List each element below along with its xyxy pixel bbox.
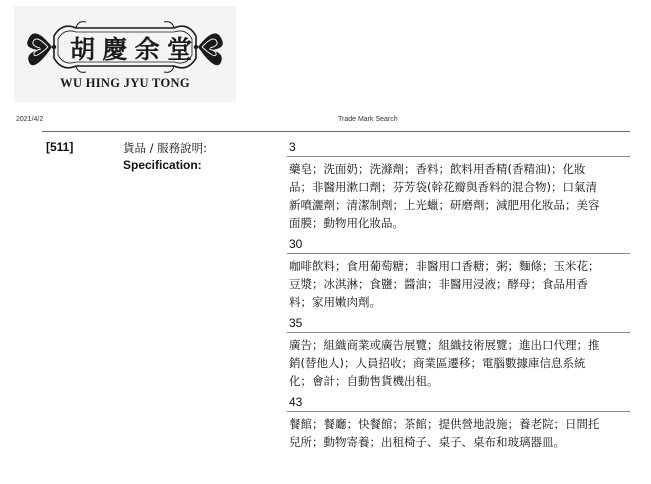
logo-char: 胡 xyxy=(70,35,96,64)
left-ornament-icon xyxy=(27,33,56,65)
class-block xyxy=(287,236,630,313)
class-block xyxy=(287,139,630,234)
class-description xyxy=(287,156,630,234)
class-number: 43 xyxy=(289,395,303,409)
description-line: 面膜；動物用化妝品。 xyxy=(289,216,404,230)
class-number: 30 xyxy=(289,237,303,251)
description-line: 品；非醫用漱口劑；芬芳袋(幹花瓣與香料的混合物)；口氣清 xyxy=(289,180,597,194)
specification-classes xyxy=(287,139,630,455)
description-line: 餐館；餐廳；快餐館；茶館；提供營地設施；養老院；日間托 xyxy=(289,417,600,431)
logo-char: 余 xyxy=(134,35,160,64)
class-description xyxy=(287,411,630,453)
description-line: 豆漿；冰淇淋；食鹽；醬油；非醫用浸液；酵母；食品用香 xyxy=(289,277,588,291)
field-code: [511] xyxy=(46,140,74,154)
description-line: 新噴灑劑；清潔制劑；上光蠟；研磨劑；減肥用化妝品；美容 xyxy=(289,198,600,212)
header-divider xyxy=(42,131,630,132)
description-line: 兒所；動物寄養；出租椅子、桌子、桌布和玻璃器皿。 xyxy=(289,435,565,449)
brand-logo xyxy=(14,6,236,102)
field-label-english: Specification: xyxy=(123,158,202,172)
field-label-chinese: 貨品 / 服務說明: xyxy=(123,141,208,155)
class-number: 35 xyxy=(289,316,303,330)
logo-caption: WU HING JYU TONG xyxy=(60,76,190,90)
description-line: 廣告；組織商業或廣告展覽；組織技術展覽；進出口代理；推 xyxy=(289,338,600,352)
class-description xyxy=(287,253,630,313)
logo-chinese-name xyxy=(70,30,192,66)
class-block xyxy=(287,315,630,392)
print-header-title: Trade Mark Search xyxy=(338,116,398,123)
print-date: 2021/4/2 xyxy=(16,116,44,123)
class-description xyxy=(287,332,630,392)
right-ornament-icon xyxy=(194,33,223,65)
description-line: 藥皂；洗面奶；洗滌劑；香料；飲料用香精(香精油)；化妝 xyxy=(289,162,586,176)
logo-char: 堂 xyxy=(166,35,192,64)
class-number: 3 xyxy=(289,140,296,154)
description-line: 料；家用嫩肉劑。 xyxy=(289,295,381,309)
logo-char: 慶 xyxy=(102,35,128,64)
class-block xyxy=(287,394,630,453)
description-line: 化；會計；自動售貨機出租。 xyxy=(289,374,439,388)
description-line: 銷(替他人)；人員招收；商業區遷移；電腦數據庫信息系統 xyxy=(289,356,586,370)
description-line: 咖啡飲料；食用葡萄糖；非醫用口香糖；粥；麵條；玉米花； xyxy=(289,259,600,273)
